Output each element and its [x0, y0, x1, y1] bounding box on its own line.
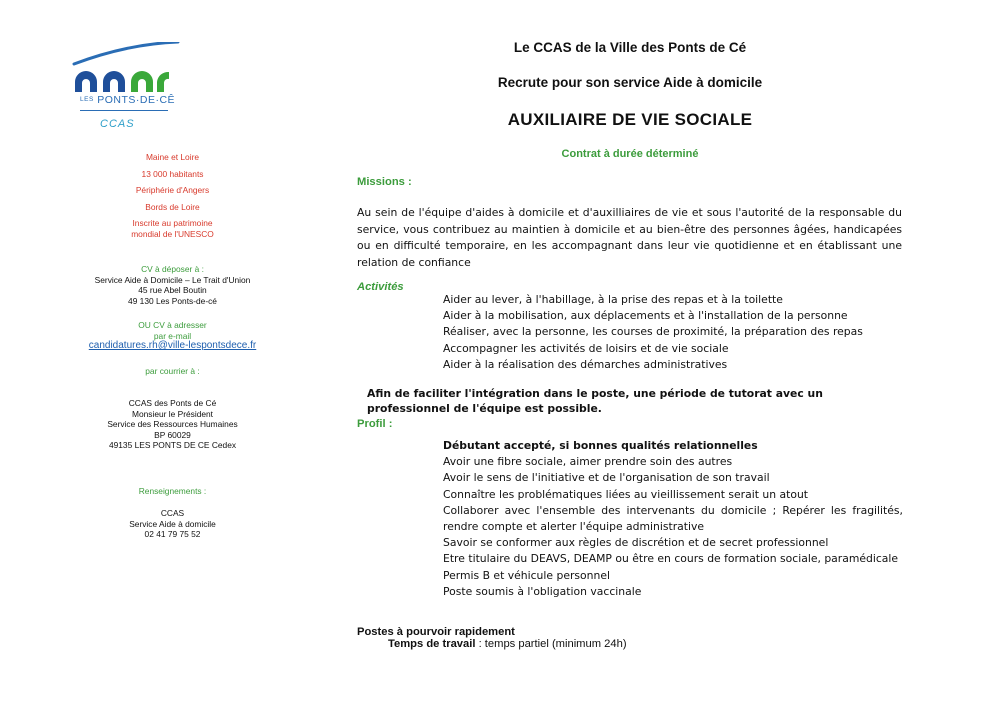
address-line: 45 rue Abel Boutin	[138, 285, 207, 295]
list-item: Poste soumis à l'obligation vaccinale	[443, 584, 642, 598]
address-line: Monsieur le Président	[132, 408, 213, 419]
list-item: Accompagner les activités de loisirs et de vie sociale	[443, 341, 729, 355]
region-line: 13 000 habitants	[141, 168, 204, 179]
list-item: Permis B et véhicule personnel	[443, 568, 610, 582]
list-item: Connaître les problématiques liées au vieillissement serait un atout	[443, 487, 809, 501]
region-line: mondial de l'UNESCO	[131, 228, 214, 239]
cv-post-title: par courrier à :	[145, 366, 200, 376]
info-line: CCAS	[160, 508, 185, 518]
address-line: CCAS des Ponts de Cé	[128, 398, 217, 408]
list-item: Aider à la mobilisation, aux déplacements et à l'installation de la personne	[443, 309, 848, 323]
work-time-value: : temps partiel (minimum 24h)	[475, 638, 627, 650]
cv-email-subtitle: par e-mail	[153, 330, 192, 341]
region-line: Périphérie d'Angers	[135, 185, 210, 195]
list-item: Etre titulaire du DEAVS, DEAMP ou être en cours de formation sociale, paramédicale	[443, 552, 899, 566]
employer-heading: Le CCAS de la Ville des Ponts de Cé	[513, 40, 747, 55]
profil-heading: Profil :	[357, 418, 393, 430]
cv-email-title: OU CV à adresser	[138, 320, 207, 330]
address-line: BP 60029	[154, 429, 191, 440]
logo-town-name: LES PONTS·DE·CÊ	[80, 94, 176, 106]
list-item: Avoir le sens de l'initiative et de l'organisation de son travail	[443, 471, 770, 485]
list-item: Avoir une fibre sociale, aimer prendre soin des autres	[443, 455, 733, 469]
address-line: Service Aide à Domicile – Le Trait d'Union	[94, 274, 251, 285]
profil-list	[443, 438, 903, 600]
list-item: Réaliser, avec la personne, les courses de proximité, la préparation des repas	[443, 325, 863, 339]
activites-list	[443, 292, 903, 373]
list-item: Débutant accepté, si bonnes qualités relationnelles	[443, 439, 758, 452]
info-line: Service Aide à domicile	[129, 518, 216, 529]
info-block	[60, 508, 285, 540]
address-line: 49 130 Les Ponts-de-cé	[128, 295, 217, 306]
contract-type: Contrat à durée déterminé	[561, 148, 699, 160]
list-item: Aider au lever, à l'habillage, à la prise des repas et à la toilette	[443, 293, 783, 306]
list-item: Savoir se conformer aux règles de discrétion et de secret professionnel	[443, 536, 829, 550]
missions-heading: Missions :	[357, 176, 412, 188]
region-line: Maine et Loire	[145, 152, 200, 162]
region-line: Inscrite au patrimoine	[132, 218, 213, 228]
cv-post-address	[60, 398, 285, 451]
logo-divider	[80, 110, 168, 111]
region-line: Bords de Loire	[145, 201, 200, 212]
work-time-label: Temps de travail	[388, 638, 476, 650]
email-link[interactable]: candidatures.rh@ville-lespontsdece.fr	[88, 340, 257, 351]
list-item: Collaborer avec l'ensemble des intervenants du domicile ; Repérer les fragilités, rendre compte et alerter l'équipe administrative	[443, 503, 903, 534]
activites-heading: Activités	[357, 281, 404, 293]
cv-deposit-title: CV à déposer à :	[141, 264, 204, 274]
job-title: AUXILIAIRE DE VIE SOCIALE	[507, 110, 753, 129]
missions-text: Au sein de l'équipe d'aides à domicile et d'auxilliaires de vie et sous l'autorité de la responsable du service, vous contribuez au maintien à domicile et au bien-être des personnes âgées, handicapées ou en difficulté temporaire, en les accompagnant dans leur vie quotidienne et en établissant une relation de confiance	[357, 206, 902, 269]
tutorat-note: Afin de faciliter l'intégration dans le poste, une période de tutorat avec un professionnel de l'équipe est possible.	[367, 387, 823, 415]
recruit-heading: Recrute pour son service Aide à domicile	[497, 75, 763, 90]
info-phone: 02 41 79 75 52	[144, 529, 201, 539]
address-line: Service des Ressources Humaines	[107, 419, 238, 429]
address-line: 49135 LES PONTS DE CE Cedex	[108, 440, 237, 450]
cv-email-block	[60, 320, 285, 352]
region-info	[60, 152, 285, 239]
logo-ccas-label: CCAS	[100, 118, 135, 130]
postes-heading: Postes à pourvoir rapidement	[357, 626, 515, 638]
list-item: Aider à la réalisation des démarches administratives	[443, 357, 728, 371]
info-title: Renseignements :	[138, 486, 207, 496]
cv-deposit-block	[60, 264, 285, 306]
work-time	[388, 638, 627, 650]
